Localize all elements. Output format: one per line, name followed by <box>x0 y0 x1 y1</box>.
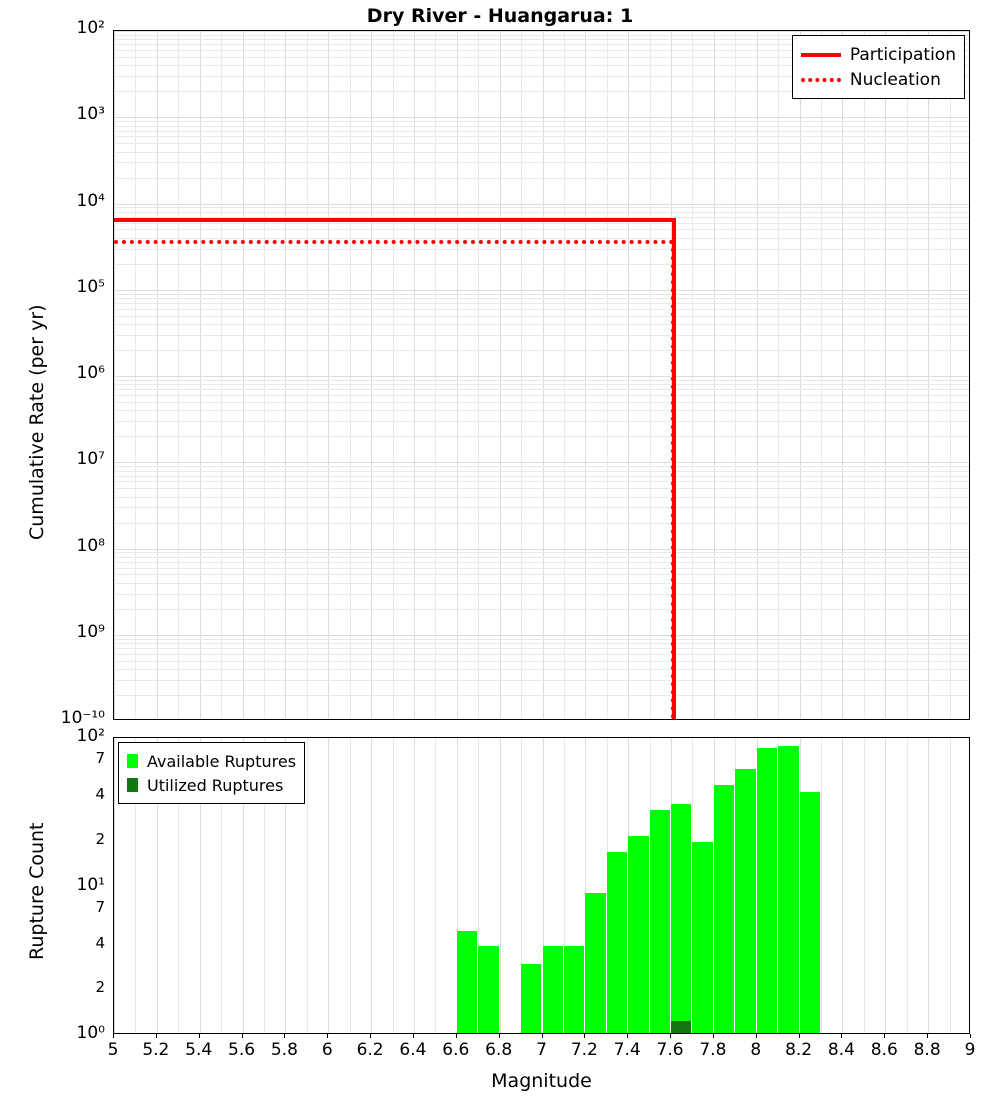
y-tick-label: 10⁷ <box>76 449 105 470</box>
utilized-ruptures-swatch-icon <box>127 778 138 792</box>
x-tick-mark <box>970 1034 971 1038</box>
x-tick-label: 5.8 <box>270 1040 298 1060</box>
x-tick-mark <box>413 1034 414 1038</box>
x-tick-mark <box>113 1034 114 1038</box>
x-tick-mark <box>799 1034 800 1038</box>
bar <box>800 792 820 1033</box>
y-tick-label: 10⁸ <box>76 535 105 556</box>
bar <box>564 946 584 1033</box>
x-tick-mark <box>370 1034 371 1038</box>
y-tick-label: 2 <box>95 978 105 997</box>
y-tick-label: 10⁶ <box>76 363 105 383</box>
y-tick-label: 4 <box>95 933 105 952</box>
x-tick-mark <box>841 1034 842 1038</box>
bar <box>714 785 734 1033</box>
nucleation-horizontal-segment <box>114 240 674 244</box>
legend-item-nucleation <box>801 67 956 92</box>
top-y-axis-title: Cumulative Rate (per yr) <box>26 304 48 540</box>
x-axis-title: Magnitude <box>491 1070 592 1092</box>
y-tick-label: 10² <box>76 18 105 38</box>
x-tick-mark <box>327 1034 328 1038</box>
x-tick-mark <box>627 1034 628 1038</box>
x-tick-mark <box>156 1034 157 1038</box>
bar <box>735 769 755 1033</box>
x-tick-label: 7.4 <box>613 1040 641 1060</box>
x-tick-label: 6.8 <box>485 1040 513 1060</box>
x-tick-label: 5.2 <box>142 1040 170 1060</box>
x-tick-label: 5.6 <box>228 1040 256 1060</box>
x-tick-label: 5 <box>107 1040 119 1060</box>
x-tick-label: 6.6 <box>442 1040 470 1060</box>
dotted-line-swatch-icon <box>801 78 841 82</box>
bar <box>607 852 627 1033</box>
y-tick-label: 10² <box>76 726 105 746</box>
x-tick-label: 7.6 <box>656 1040 684 1060</box>
x-tick-label: 6.4 <box>399 1040 427 1060</box>
bottom-legend <box>118 742 305 804</box>
bar <box>671 804 691 1033</box>
available-ruptures-swatch-icon <box>127 754 138 768</box>
legend-item-participation <box>801 42 956 67</box>
x-tick-label: 5.4 <box>185 1040 213 1060</box>
x-tick-mark <box>456 1034 457 1038</box>
y-tick-label: 2 <box>95 829 105 848</box>
bar <box>628 836 648 1033</box>
legend-label-available-ruptures: Available Ruptures <box>147 751 297 771</box>
y-tick-label: 10⁹ <box>76 621 105 642</box>
top-plot-panel <box>113 30 970 720</box>
x-tick-label: 8.6 <box>870 1040 898 1060</box>
legend-label-utilized-ruptures: Utilized Ruptures <box>147 775 284 795</box>
x-tick-label: 8.8 <box>913 1040 941 1060</box>
bar <box>778 746 798 1033</box>
x-tick-label: 6.2 <box>356 1040 384 1060</box>
bar <box>521 964 541 1033</box>
participation-horizontal-segment <box>114 218 676 222</box>
legend-item-utilized-ruptures <box>127 773 296 797</box>
x-tick-mark <box>884 1034 885 1038</box>
y-tick-label: 4 <box>95 785 105 804</box>
x-tick-label: 9 <box>964 1040 976 1060</box>
y-tick-label: 7 <box>95 897 105 916</box>
y-tick-label: 7 <box>95 749 105 767</box>
solid-line-swatch-icon <box>801 53 841 57</box>
x-tick-label: 7.2 <box>570 1040 598 1060</box>
y-tick-label: 10⁴ <box>76 190 105 211</box>
bar <box>650 810 670 1034</box>
legend-item-available-ruptures <box>127 749 296 773</box>
x-tick-mark <box>670 1034 671 1038</box>
x-tick-mark <box>242 1034 243 1038</box>
x-tick-mark <box>284 1034 285 1038</box>
y-tick-label: 10¹ <box>76 874 105 895</box>
y-tick-label: 10⁵ <box>76 276 105 297</box>
bar-utilized-portion <box>671 1021 691 1033</box>
bar <box>692 842 712 1033</box>
x-tick-label: 8 <box>750 1040 762 1060</box>
x-tick-label: 6 <box>321 1040 333 1060</box>
bar <box>585 893 605 1033</box>
y-tick-label: 10⁰ <box>76 1023 105 1043</box>
x-tick-mark <box>713 1034 714 1038</box>
legend-label-participation: Participation <box>849 44 956 65</box>
x-tick-mark <box>584 1034 585 1038</box>
x-tick-label: 8.4 <box>827 1040 855 1060</box>
top-series-layer <box>114 31 969 719</box>
x-tick-label: 7 <box>536 1040 547 1060</box>
bar <box>757 748 777 1033</box>
nucleation-vertical-segment <box>671 240 675 719</box>
x-tick-label: 8.2 <box>785 1040 813 1060</box>
x-tick-mark <box>199 1034 200 1038</box>
legend-label-nucleation: Nucleation <box>849 69 941 90</box>
y-tick-label: 10³ <box>76 104 105 125</box>
bar <box>457 931 477 1033</box>
x-tick-mark <box>756 1034 757 1038</box>
chart-title: Dry River - Huangarua: 1 <box>366 5 634 27</box>
bar <box>478 946 498 1033</box>
x-tick-mark <box>927 1034 928 1038</box>
x-tick-label: 7.8 <box>699 1040 727 1060</box>
x-tick-mark <box>542 1034 543 1038</box>
x-tick-mark <box>499 1034 500 1038</box>
top-legend <box>792 35 965 99</box>
y-tick-label: 10⁻¹⁰ <box>60 708 105 728</box>
bottom-y-axis-title: Rupture Count <box>26 822 48 960</box>
bottom-plot-panel <box>113 737 970 1034</box>
bar <box>543 946 563 1033</box>
